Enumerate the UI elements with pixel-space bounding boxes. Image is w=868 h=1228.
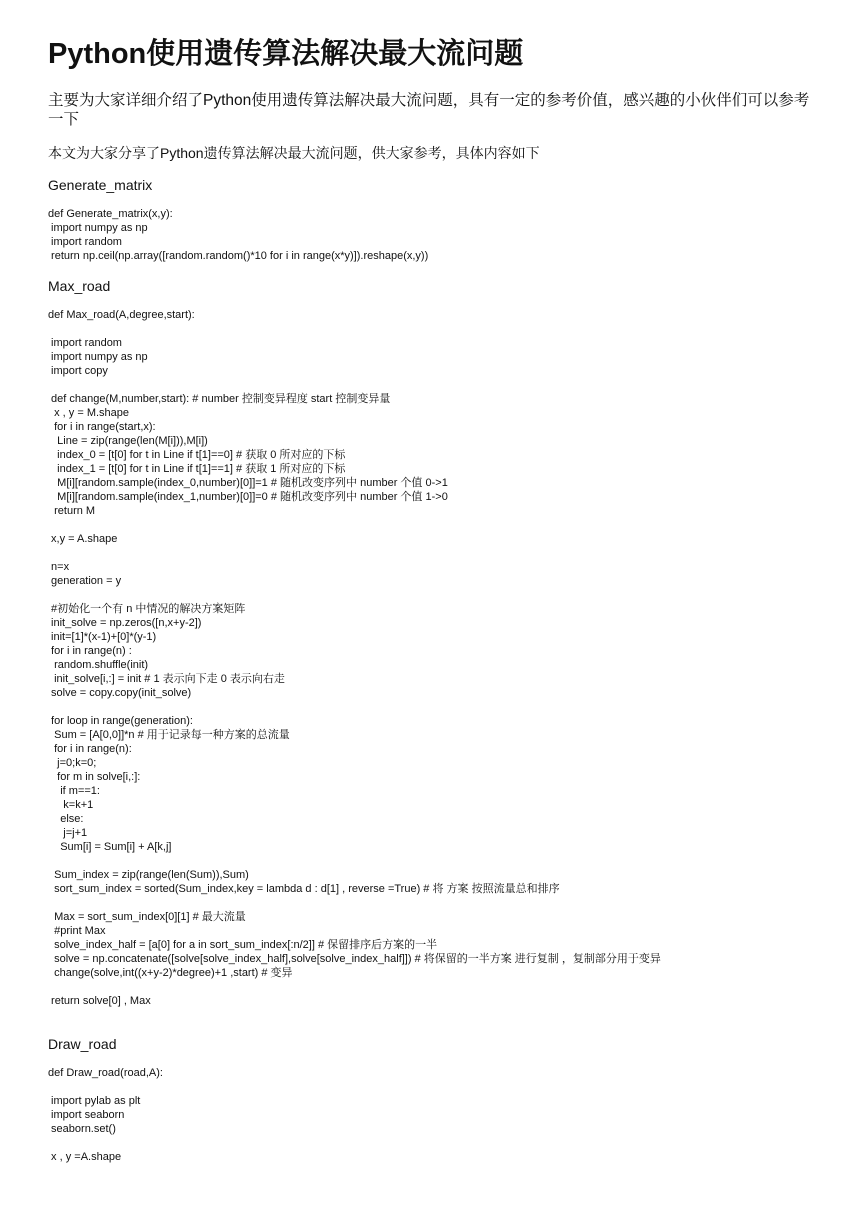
article-summary: 主要为大家详细介绍了Python使用遗传算法解决最大流问题，具有一定的参考价值，感兴趣的小伙伴们可以参考一下 [48, 92, 810, 128]
code-line: x , y = M.shape [48, 407, 130, 419]
code-line: x , y =A.shape [48, 1151, 122, 1163]
code-block-max-road [48, 308, 828, 1008]
code-line [48, 546, 828, 560]
code-line: M[i][random.sample(index_1,number)[0]]=0 # 随机改变序列中 number 个值 1->0 [48, 491, 448, 503]
code-line: import pylab as plt [48, 1095, 141, 1107]
code-line [48, 322, 828, 336]
code-line: for m in solve[i,:]: [48, 771, 141, 783]
code-line: k=k+1 [48, 799, 94, 811]
code-line: Max = sort_sum_index[0][1] # 最大流量 [48, 911, 246, 923]
code-line: random.shuffle(init) [48, 659, 149, 671]
code-line: def Max_road(A,degree,start): [48, 309, 195, 321]
code-line: init_solve[i,:] = init # 1 表示向下走 0 表示向右走 [48, 673, 285, 685]
code-line: M[i][random.sample(index_0,number)[0]]=1 # 随机改变序列中 number 个值 0->1 [48, 477, 448, 489]
code-line: j=0;k=0; [48, 757, 97, 769]
code-line: generation = y [48, 575, 122, 587]
section-heading-generate-matrix: Generate_matrix [48, 177, 153, 193]
code-line: def Generate_matrix(x,y): [48, 208, 173, 220]
code-line: Line = zip(range(len(M[i])),M[i]) [48, 435, 208, 447]
code-line: import numpy as np [48, 222, 148, 234]
code-line: else: [48, 813, 84, 825]
code-line: Sum = [A[0,0]]*n # 用于记录每一种方案的总流量 [48, 729, 290, 741]
code-line [48, 1080, 828, 1094]
code-line: j=j+1 [48, 827, 88, 839]
code-line: solve_index_half = [a[0] for a in sort_sum_index[:n/2]] # 保留排序后方案的一半 [48, 939, 438, 951]
code-line: import random [48, 236, 122, 248]
code-line: sort_sum_index = sorted(Sum_index,key = lambda d : d[1] , reverse =True) # 将 方案 按照流量总和排序 [48, 883, 560, 895]
code-line: return M [48, 505, 96, 517]
code-line [48, 518, 828, 532]
code-line: seaborn.set() [48, 1123, 116, 1135]
code-line: import random [48, 337, 122, 349]
code-block-draw-road [48, 1066, 828, 1164]
code-line: index_0 = [t[0] for t in Line if t[1]==0] # 获取 0 所对应的下标 [48, 449, 346, 461]
code-line: init_solve = np.zeros([n,x+y-2]) [48, 617, 202, 629]
article-title: Python使用遗传算法解决最大流问题 [48, 38, 524, 70]
code-line: import seaborn [48, 1109, 125, 1121]
code-line: def Draw_road(road,A): [48, 1067, 163, 1079]
code-line: Sum_index = zip(range(len(Sum)),Sum) [48, 869, 249, 881]
code-line: import numpy as np [48, 351, 148, 363]
code-line [48, 854, 828, 868]
code-line: init=[1]*(x-1)+[0]*(y-1) [48, 631, 157, 643]
code-line: #print Max [48, 925, 106, 937]
code-line: change(solve,int((x+y-2)*degree)+1 ,start) # 变异 [48, 967, 293, 979]
code-line: if m==1: [48, 785, 100, 797]
code-line: return np.ceil(np.array([random.random()*10 for i in range(x*y)]).reshape(x,y)) [48, 250, 429, 262]
code-line: Sum[i] = Sum[i] + A[k,j] [48, 841, 172, 853]
code-line: solve = np.concatenate([solve[solve_index_half],solve[solve_index_half]]) # 将保留的一半方案 进行复制 ，复制部分用于变异 [48, 953, 661, 965]
code-line [48, 378, 828, 392]
article-intro: 本文为大家分享了Python遗传算法解决最大流问题，供大家参考，具体内容如下 [48, 145, 540, 161]
section-heading-draw-road: Draw_road [48, 1036, 117, 1052]
code-line: import copy [48, 365, 108, 377]
code-line: for i in range(n): [48, 743, 132, 755]
code-block-generate-matrix [48, 207, 828, 263]
code-line: solve = copy.copy(init_solve) [48, 687, 192, 699]
code-line [48, 588, 828, 602]
code-line [48, 1136, 828, 1150]
code-line: #初始化一个有 n 中情况的解决方案矩阵 [48, 603, 246, 615]
code-line: n=x [48, 561, 70, 573]
code-line: for i in range(start,x): [48, 421, 156, 433]
code-line: x,y = A.shape [48, 533, 118, 545]
code-line [48, 980, 828, 994]
section-heading-max-road: Max_road [48, 278, 111, 294]
code-line: def change(M,number,start): # number 控制变异程度 start 控制变异量 [48, 393, 391, 405]
code-line [48, 896, 828, 910]
code-line: index_1 = [t[0] for t in Line if t[1]==1] # 获取 1 所对应的下标 [48, 463, 346, 475]
code-line: return solve[0] , Max [48, 995, 151, 1007]
code-line [48, 700, 828, 714]
code-line: for i in range(n) : [48, 645, 132, 657]
code-line: for loop in range(generation): [48, 715, 193, 727]
